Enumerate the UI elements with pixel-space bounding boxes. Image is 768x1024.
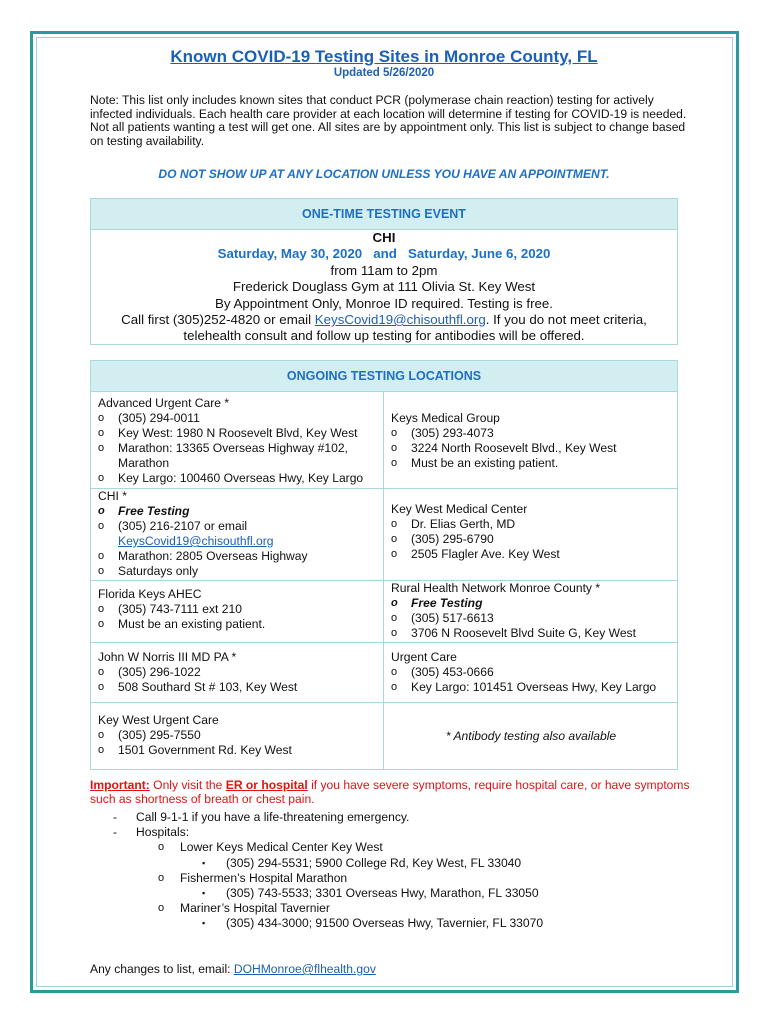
event-email-link[interactable]: KeysCovid19@chisouthfl.org <box>314 312 486 328</box>
location-keys-medical-group: Keys Medical Group o (305) 293-4073 o 3224 North Roosevelt Blvd., Key West o Must be an existing patient. <box>384 392 678 489</box>
location-john-w-norris: John W Norris III MD PA * o (305) 296-1022 o 508 Southard St # 103, Key West <box>91 643 384 703</box>
antibody-note: * Antibody testing also available <box>445 728 617 743</box>
event-heading: ONE-TIME TESTING EVENT <box>91 199 677 230</box>
footer-email-link[interactable]: DOHMonroe@flhealth.gov <box>233 962 376 976</box>
location-rural-health-network: Rural Health Network Monroe County * o Free Testing o (305) 517-6613 o 3706 N Roosevelt Blvd Suite G, Key West <box>384 581 678 643</box>
location-chi: CHI * o Free Testing o (305) 216-2107 or email KeysCovid19@chisouthfl.org o Marathon: 2805 Overseas Highway o Saturdays only <box>91 489 384 581</box>
hospital-detail: ▪ (305) 743-5533; 3301 Overseas Hwy, Marathon, FL 33050 <box>202 886 539 901</box>
page-title: Known COVID-19 Testing Sites in Monroe County, FL <box>170 47 598 66</box>
event-org: CHI <box>372 230 396 245</box>
one-time-event-box <box>90 198 678 345</box>
updated-date: Updated 5/26/2020 <box>333 67 435 79</box>
ongoing-locations-box <box>90 360 678 770</box>
list-item: - Call 9-1-1 if you have a life-threatening emergency. <box>113 810 410 824</box>
footer-contact: Any changes to list, email: DOHMonroe@flhealth.gov <box>90 962 376 976</box>
event-place: Frederick Douglass Gym at 111 Olivia St. Key West <box>232 279 536 295</box>
hospital-name: o Fishermen’s Hospital Marathon <box>158 870 348 885</box>
hospital-name: o Mariner’s Hospital Tavernier <box>158 901 330 916</box>
event-time: from 11am to 2pm <box>330 262 438 278</box>
location-urgent-care: Urgent Care o (305) 453-0666 o Key Largo: 101451 Overseas Hwy, Key Largo <box>384 643 678 703</box>
chi-email-link[interactable]: KeysCovid19@chisouthfl.org <box>118 534 274 548</box>
hospital-name: o Lower Keys Medical Center Key West <box>158 840 383 855</box>
appointment-warning: DO NOT SHOW UP AT ANY LOCATION UNLESS YOU HAVE AN APPOINTMENT. <box>158 167 610 181</box>
ongoing-heading: ONGOING TESTING LOCATIONS <box>91 361 677 392</box>
location-florida-keys-ahec: Florida Keys AHEC o (305) 743-7111 ext 210 o Must be an existing patient. <box>91 581 384 643</box>
hospital-detail: ▪ (305) 434-3000; 91500 Overseas Hwy, Tavernier, FL 33070 <box>202 916 544 931</box>
list-item: - Hospitals: <box>113 825 190 840</box>
location-key-west-medical-center: Key West Medical Center o Dr. Elias Gerth, MD o (305) 295-6790 o 2505 Flagler Ave. Key West <box>384 489 678 581</box>
intro-note: Note: This list only includes known sites that conduct PCR (polymerase chain reaction) testing for actively infected individuals. Each health care provider at each location will determine if testing for COVID-19 is needed. Not all patients wanting a test will get one. All sites are by appointment only. This list is subject to change based on testing availability. <box>90 93 687 148</box>
event-dates: Saturday, May 30, 2020 and Saturday, June 6, 2020 <box>217 246 551 262</box>
location-key-west-urgent-care: Key West Urgent Care o (305) 295-7550 o 1501 Government Rd. Key West <box>91 703 384 769</box>
event-call: Call first (305)252-4820 or email KeysCovid19@chisouthfl.org. If you do not meet criteria, <box>121 312 647 328</box>
emergency-list <box>90 810 690 932</box>
hospital-detail: ▪ (305) 294-5531; 5900 College Rd, Key West, FL 33040 <box>202 855 522 870</box>
event-appointment: By Appointment Only, Monroe ID required. Testing is free. <box>214 295 553 311</box>
location-advanced-urgent-care: Advanced Urgent Care * o (305) 294-0011 o Key West: 1980 N Roosevelt Blvd, Key West o Marathon: 13365 Overseas Highway #102, Marathon o Key Largo: 100460 Overseas Hwy, Key Largo <box>91 392 384 489</box>
important-notice: Important: Only visit the ER or hospital if you have severe symptoms, require hospital care, or have symptoms such as shortness of breath or chest pain. <box>90 778 690 806</box>
event-telehealth: telehealth consult and follow up testing for antibodies will be offered. <box>183 328 585 344</box>
